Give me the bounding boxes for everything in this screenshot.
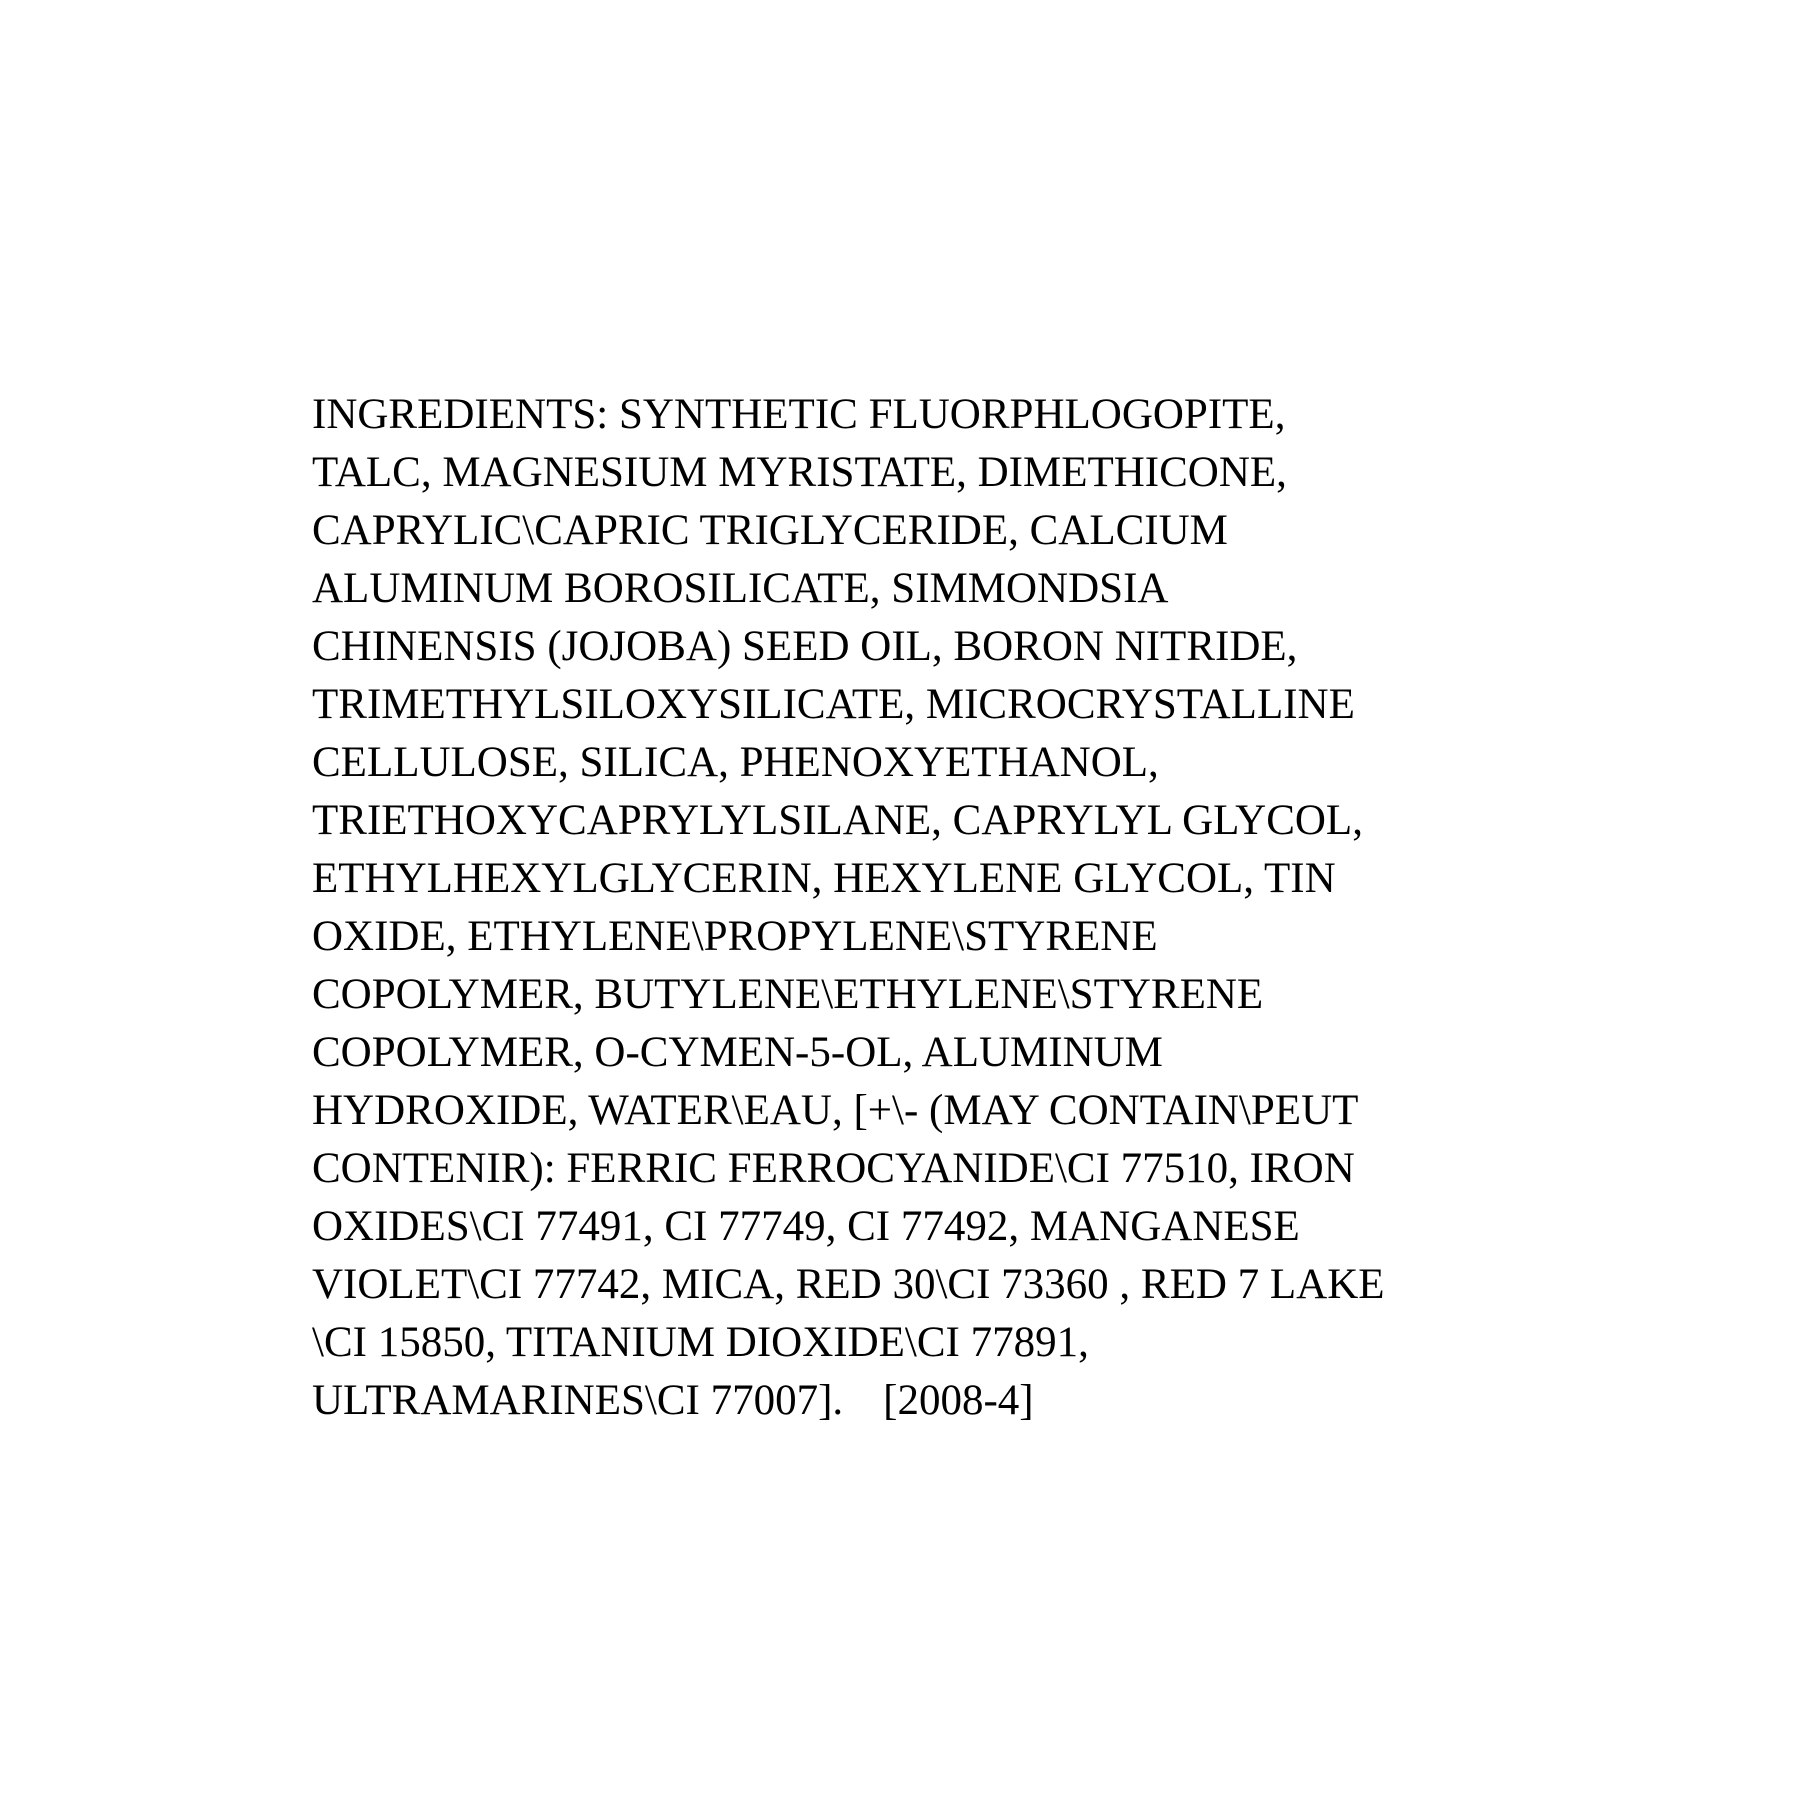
ingredients-line: TRIETHOXYCAPRYLYLSILANE, CAPRYLYL GLYCOL,: [312, 797, 1363, 844]
ingredients-line: CELLULOSE, SILICA, PHENOXYETHANOL,: [312, 739, 1159, 786]
ingredients-line: ALUMINUM BOROSILICATE, SIMMONDSIA: [312, 565, 1169, 612]
ingredients-last-line-text: ULTRAMARINES\CI 77007].: [312, 1377, 844, 1424]
ingredients-line: OXIDES\CI 77491, CI 77749, CI 77492, MANGANESE: [312, 1203, 1300, 1250]
ingredients-line: CONTENIR): FERRIC FERROCYANIDE\CI 77510, IRON: [312, 1145, 1355, 1192]
ingredients-line: COPOLYMER, BUTYLENE\ETHYLENE\STYRENE: [312, 971, 1264, 1018]
ingredients-line: CHINENSIS (JOJOBA) SEED OIL, BORON NITRIDE,: [312, 623, 1298, 670]
ingredients-line: VIOLET\CI 77742, MICA, RED 30\CI 73360 , RED 7 LAKE: [312, 1261, 1385, 1308]
ingredients-text-block: [312, 386, 1612, 1430]
ingredients-last-line: [312, 1372, 1612, 1430]
ingredients-line: TRIMETHYLSILOXYSILICATE, MICROCRYSTALLINE: [312, 681, 1355, 728]
ingredients-line: \CI 15850, TITANIUM DIOXIDE\CI 77891,: [312, 1319, 1089, 1366]
ingredients-line: HYDROXIDE, WATER\EAU, [+\- (MAY CONTAIN\PEUT: [312, 1087, 1359, 1134]
ingredients-line: TALC, MAGNESIUM MYRISTATE, DIMETHICONE,: [312, 449, 1287, 496]
ingredients-line: ETHYLHEXYLGLYCERIN, HEXYLENE GLYCOL, TIN: [312, 855, 1336, 902]
formula-code: [2008-4]: [883, 1377, 1034, 1424]
ingredients-line: OXIDE, ETHYLENE\PROPYLENE\STYRENE: [312, 913, 1158, 960]
ingredients-line: INGREDIENTS: SYNTHETIC FLUORPHLOGOPITE,: [312, 391, 1286, 438]
ingredients-line: COPOLYMER, O-CYMEN-5-OL, ALUMINUM: [312, 1029, 1163, 1076]
ingredients-line: CAPRYLIC\CAPRIC TRIGLYCERIDE, CALCIUM: [312, 507, 1228, 554]
